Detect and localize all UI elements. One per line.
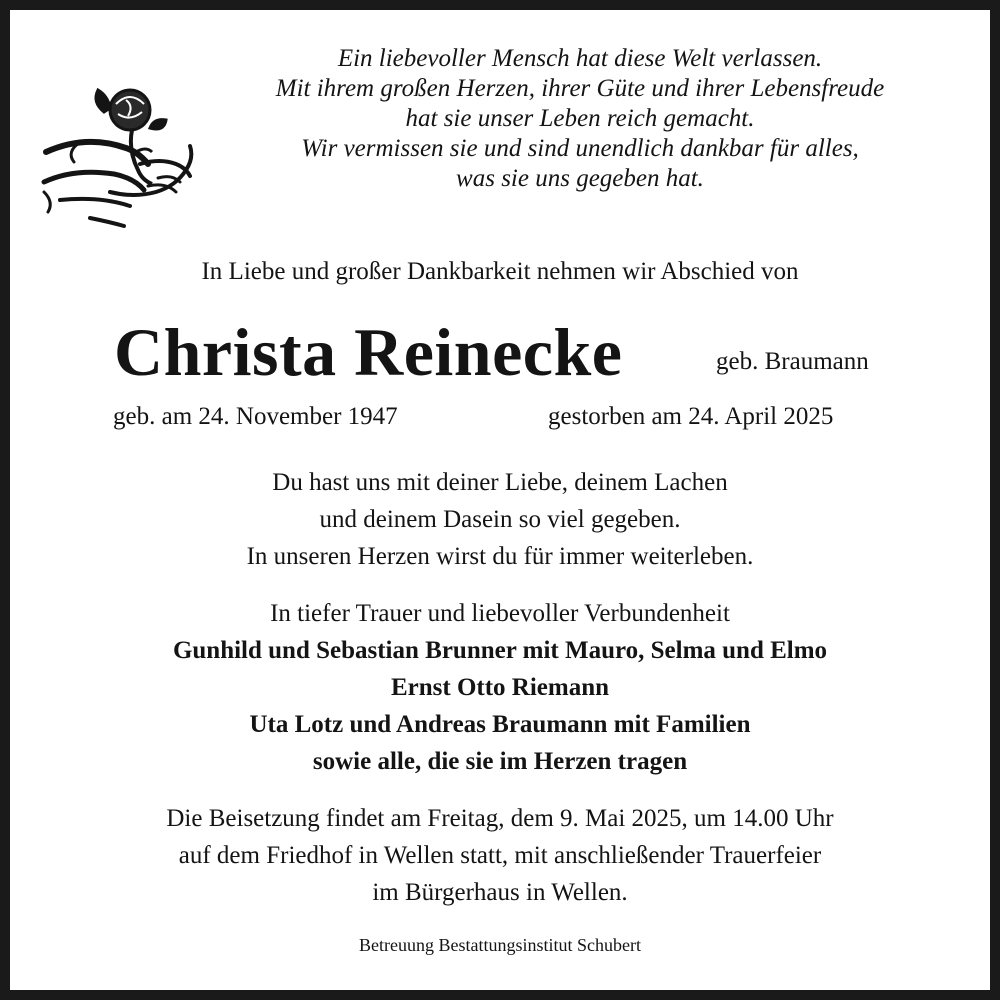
verse-line: In unseren Herzen wirst du für immer weiterleben. [246, 543, 754, 570]
motto-line: hat sie unser Leben reich gemacht. [405, 105, 755, 132]
motto-line: Mit ihrem großen Herzen, ihrer Güte und ihrer Lebensfreude [275, 75, 885, 102]
funeral-details [10, 800, 990, 911]
mourners-intro: In tiefer Trauer und liebevoller Verbundenheit [270, 600, 730, 627]
maiden-name: geb. Braumann [716, 348, 869, 375]
motto-line: was sie uns gegeben hat. [456, 165, 704, 192]
mourner-name: Ernst Otto Riemann [390, 674, 610, 701]
birth-date: geb. am 24. November 1947 [113, 403, 398, 430]
mourner-name: Gunhild und Sebastian Brunner mit Mauro, Selma und Elmo [172, 637, 828, 664]
motto-poem [160, 44, 1000, 194]
mourner-name: sowie alle, die sie im Herzen tragen [312, 748, 688, 775]
memorial-verse [10, 464, 990, 575]
mourner-name: Uta Lotz und Andreas Braumann mit Familien [249, 711, 751, 738]
mourners-block [10, 595, 990, 780]
death-date: gestorben am 24. April 2025 [548, 403, 834, 430]
motto-line: Ein liebevoller Mensch hat diese Welt verlassen. [337, 45, 823, 72]
verse-line: und deinem Dasein so viel gegeben. [319, 506, 681, 533]
deceased-name: Christa Reinecke [114, 314, 623, 390]
funeral-line: im Bürgerhaus in Wellen. [372, 879, 628, 906]
motto-line: Wir vermissen sie und sind unendlich dankbar für alles, [301, 135, 859, 162]
verse-line: Du hast uns mit deiner Liebe, deinem Lachen [272, 469, 728, 496]
funeral-home-credit: Betreuung Bestattungsinstitut Schubert [359, 935, 641, 955]
farewell-intro: In Liebe und großer Dankbarkeit nehmen wir Abschied von [201, 258, 799, 285]
funeral-line: Die Beisetzung findet am Freitag, dem 9. Mai 2025, um 14.00 Uhr [166, 805, 834, 832]
funeral-line: auf dem Friedhof in Wellen statt, mit anschließender Trauerfeier [178, 842, 822, 869]
